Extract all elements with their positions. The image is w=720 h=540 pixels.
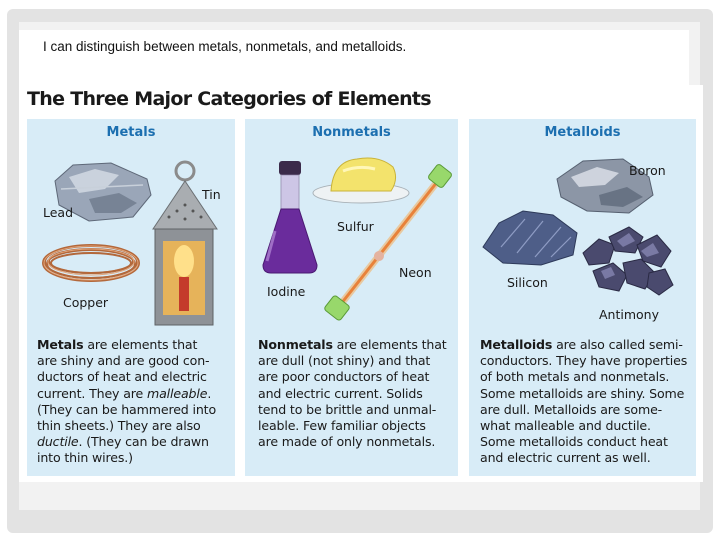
nonmetals-panel (245, 119, 458, 476)
nonmetals-description-line: leable. Few familiar objects (258, 418, 426, 434)
neon-caption: Neon (399, 265, 432, 280)
silicon-caption: Silicon (507, 275, 548, 290)
copper-caption: Copper (63, 295, 109, 310)
objective-text: I can distinguish between metals, nonmetals, and metalloids. (43, 39, 407, 54)
metalloids-description-line: and electric current as well. (480, 450, 651, 466)
antimony-caption: Antimony (599, 307, 659, 322)
metals-description-line: Metals are elements that (37, 337, 198, 352)
metals-heading: Metals (106, 125, 156, 140)
nonmetals-description-line: Nonmetals are elements that (258, 337, 447, 352)
nonmetals-heading: Nonmetals (312, 125, 391, 140)
tin-lantern-icon (145, 159, 221, 327)
metalloids-heading: Metalloids (544, 125, 621, 140)
metals-description-line: (They can be hammered into (37, 401, 217, 417)
copper-wire-icon (39, 237, 143, 289)
objective-box (19, 30, 689, 85)
metalloids-description-line: Metalloids are also called semi- (480, 337, 683, 352)
metalloids-description-line: of both metals and nonmetals. (480, 369, 670, 385)
metals-description-line: into thin wires.) (37, 450, 133, 466)
metalloids-description-line: Some metalloids conduct heat (480, 434, 668, 450)
metals-description-line: are shiny and are good con- (37, 353, 210, 369)
nonmetals-description-line: are made of only nonmetals. (258, 434, 436, 450)
nonmetals-description-line: are poor conductors of heat (258, 369, 430, 385)
metalloids-description-line: Some metalloids are shiny. Some (480, 385, 685, 401)
nonmetals-description (258, 337, 447, 450)
metalloids-description-line: conductors. They have properties (480, 353, 688, 369)
metalloids-description-line: what malleable and ductile. (480, 418, 651, 434)
iodine-caption: Iodine (267, 284, 306, 299)
metalloids-description (480, 337, 687, 467)
nonmetals-description-line: tend to be brittle and unmal- (258, 401, 437, 417)
antimony-rock-icon (579, 223, 675, 299)
metals-description-line: ductors of heat and electric (37, 369, 207, 385)
neon-tube-icon (319, 163, 463, 323)
metals-description-line: thin sheets.) They are also (37, 418, 201, 434)
metals-description-line: current. They are malleable. (37, 385, 212, 401)
metalloids-description-line: are dull. Metalloids are some- (480, 401, 663, 417)
boron-caption: Boron (629, 163, 666, 178)
silicon-rock-icon (481, 207, 581, 267)
metals-description (37, 337, 216, 467)
metalloids-panel (469, 119, 696, 476)
sulfur-caption: Sulfur (337, 219, 374, 234)
figure-title: The Three Major Categories of Elements (27, 88, 431, 110)
metals-description-line: ductile. (They can be drawn (37, 434, 209, 450)
nonmetals-description-line: and electric current. Solids (258, 385, 423, 401)
metals-panel (27, 119, 235, 476)
lead-caption: Lead (43, 205, 74, 220)
nonmetals-description-line: are dull (not shiny) and that (258, 353, 431, 369)
elements-figure (19, 85, 703, 482)
tin-caption: Tin (202, 187, 221, 202)
